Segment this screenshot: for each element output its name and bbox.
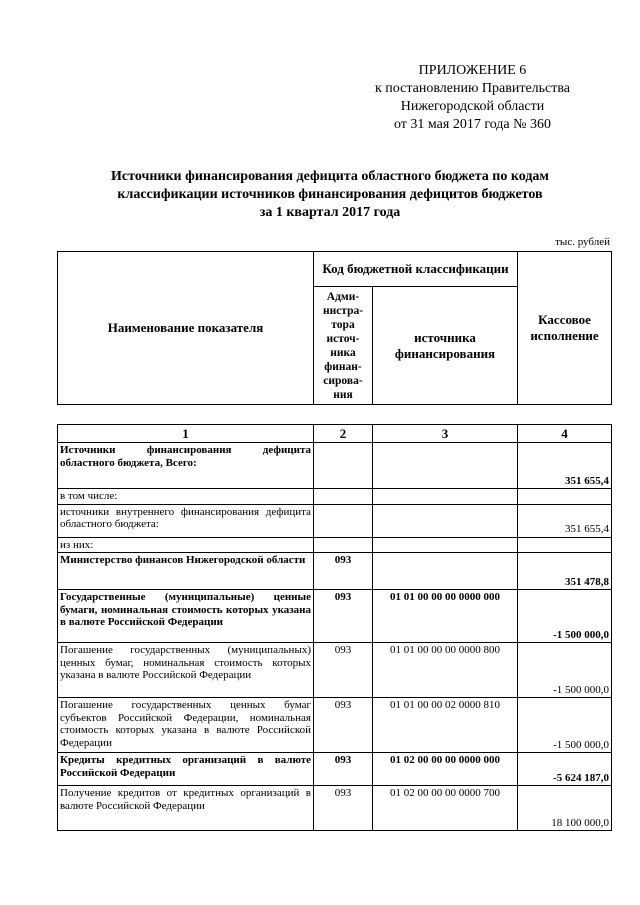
admin-code-cell: 093 [314,698,373,753]
table-row [58,489,612,505]
column-number: 1 [58,425,314,443]
amount-cell [518,537,612,553]
admin-code-cell [314,489,373,505]
column-number: 2 [314,425,373,443]
appendix-region: Нижегородской области [400,99,545,114]
indicator-name-cell: из них: [58,537,314,553]
title-line-3: за 1 квартал 2017 года [259,205,401,220]
column-number: 3 [373,425,518,443]
header-table [57,251,612,405]
admin-code-cell: 093 [314,786,373,831]
table-row [58,698,612,753]
header-cash-execution: Кассовое исполнение [518,252,612,405]
data-table [57,424,612,831]
source-code-cell [373,537,518,553]
appendix-date: от 31 мая 2017 года № 360 [393,117,552,132]
table-row [58,786,612,831]
appendix-block [340,62,605,134]
indicator-name-cell: Источники финансирования дефицита областного бюджета, Всего: [58,443,314,489]
amount-cell: -5 624 187,0 [518,753,612,786]
source-code-cell [373,489,518,505]
admin-code-cell: 093 [314,553,373,590]
indicator-name-cell: источники внутреннего финансирования дефицита областного бюджета: [58,504,314,537]
source-code-cell: 01 01 00 00 00 0000 800 [373,643,518,698]
admin-code-cell: 093 [314,590,373,643]
amount-cell: -1 500 000,0 [518,590,612,643]
amount-cell: 351 655,4 [518,443,612,489]
admin-code-cell [314,504,373,537]
indicator-name-cell: Получение кредитов от кредитных организаций в валюте Российской Федерации [58,786,314,831]
source-code-cell: 01 01 00 00 02 0000 810 [373,698,518,753]
amount-cell [518,489,612,505]
document-title [70,168,590,222]
source-code-cell: 01 02 00 00 00 0000 000 [373,753,518,786]
source-code-cell: 01 02 00 00 00 0000 700 [373,786,518,831]
amount-cell: 18 100 000,0 [518,786,612,831]
source-code-cell [373,504,518,537]
title-line-1: Источники финансирования дефицита областного бюджета по кодам [111,169,549,184]
header-code-group: Код бюджетной классификации [314,252,518,287]
source-code-cell: 01 01 00 00 00 0000 000 [373,590,518,643]
header-indicator-name: Наименование показателя [58,252,314,405]
indicator-name-cell: Министерство финансов Нижегородской области [58,553,314,590]
admin-code-cell: 093 [314,753,373,786]
table-row [58,537,612,553]
header-source: источника финансирования [373,287,518,405]
units-label: тыс. рублей [555,236,610,248]
admin-code-cell [314,537,373,553]
header-administrator-text: Адми- нистра- тора источ- ника финан- сирова- ния [322,290,364,401]
appendix-number: ПРИЛОЖЕНИЕ 6 [418,63,527,78]
table-row [58,504,612,537]
appendix-ref: к постановлению Правительства [374,81,571,96]
column-numbers-row [58,425,612,443]
amount-cell: -1 500 000,0 [518,698,612,753]
table-row [58,553,612,590]
source-code-cell [373,443,518,489]
indicator-name-cell: Кредиты кредитных организаций в валюте Российской Федерации [58,753,314,786]
column-number: 4 [518,425,612,443]
indicator-name-cell: в том числе: [58,489,314,505]
table-row [58,643,612,698]
amount-cell: -1 500 000,0 [518,643,612,698]
table-row [58,443,612,489]
amount-cell: 351 655,4 [518,504,612,537]
header-administrator [314,287,373,405]
table-row [58,590,612,643]
title-line-2: классификации источников финансирования дефицитов бюджетов [117,187,543,202]
data-table-body [58,425,612,831]
indicator-name-cell: Погашение государственных ценных бумаг субъектов Российской Федерации, номинальная стоимость которых указана в валюте Российской Федерации [58,698,314,753]
indicator-name-cell: Государственные (муниципальные) ценные бумаги, номинальная стоимость которых указана в валюте Российской Федерации [58,590,314,643]
amount-cell: 351 478,8 [518,553,612,590]
admin-code-cell [314,443,373,489]
indicator-name-cell: Погашение государственных (муниципальных) ценных бумаг, номинальная стоимость которых указана в валюте Российской Федерации [58,643,314,698]
table-row [58,753,612,786]
source-code-cell [373,553,518,590]
admin-code-cell: 093 [314,643,373,698]
